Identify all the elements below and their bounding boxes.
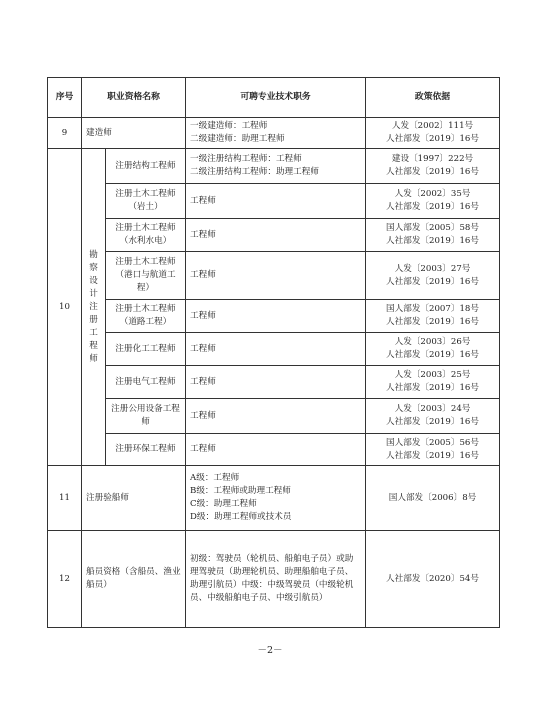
title-cell — [186, 466, 366, 531]
title-cell: 工程师 — [186, 184, 366, 219]
title-line: C级：助理工程师 — [190, 499, 257, 509]
policy-line: 人社部发〔2019〕16号 — [386, 317, 479, 327]
header-name: 职业资格名称 — [82, 78, 186, 118]
sub-qualification-name: 注册化工工程师 — [106, 333, 186, 366]
table-row-10-7 — [48, 366, 500, 399]
qualification-name: 注册验船师 — [82, 466, 186, 531]
policy-line: 人发〔2003〕24号 — [394, 404, 471, 414]
table-header-row — [48, 78, 500, 118]
table-row-11 — [48, 466, 500, 531]
policy-line: 人发〔2003〕26号 — [394, 337, 471, 347]
table-row-12 — [48, 531, 500, 628]
sub-qualification-name: 注册土木工程师（道路工程） — [106, 300, 186, 333]
table-row-10-4 — [48, 252, 500, 300]
table-row-10-1 — [48, 149, 500, 184]
policy-line: 人社部发〔2019〕16号 — [386, 202, 479, 212]
policy-cell: 人社部发〔2020〕54号 — [366, 531, 500, 628]
policy-line: 人社部发〔2019〕16号 — [386, 450, 479, 461]
table-row-10-2 — [48, 184, 500, 219]
row-number: 10 — [48, 149, 82, 466]
sub-qualification-name: 注册土木工程师（岩土） — [106, 184, 186, 219]
policy-line: 人发〔2003〕25号 — [394, 370, 471, 380]
sub-qualification-name: 注册土木工程师（港口与航道工程） — [106, 252, 186, 300]
title-cell: 工程师 — [186, 219, 366, 252]
sub-qualification-name: 注册结构工程师 — [106, 149, 186, 184]
table-row-10-6 — [48, 333, 500, 366]
qualification-name: 船员资格（含船员、渔业船员） — [82, 531, 186, 628]
title-cell — [186, 149, 366, 184]
policy-line: 人社部发〔2019〕16号 — [386, 383, 479, 393]
title-line: 二级建造师：助理工程师 — [190, 134, 285, 144]
row-number: 11 — [48, 466, 82, 531]
title-line: 二级注册结构工程师：助理工程师 — [190, 167, 319, 177]
title-line: A级：工程师 — [190, 473, 240, 483]
policy-cell — [366, 184, 500, 219]
table-row-10-8 — [48, 399, 500, 434]
policy-cell — [366, 366, 500, 399]
title-line: D级：助理工程师或技术员 — [190, 512, 292, 522]
title-cell: 工程师 — [186, 399, 366, 434]
policy-line: 人发〔2003〕27号 — [394, 263, 471, 274]
row-number: 12 — [48, 531, 82, 628]
table-row-10-9 — [48, 434, 500, 466]
header-title: 可聘专业技术职务 — [186, 78, 366, 118]
title-cell: 工程师 — [186, 366, 366, 399]
policy-line: 人发〔2002〕111号 — [391, 121, 474, 131]
title-cell — [186, 118, 366, 149]
table-row-10-5 — [48, 300, 500, 333]
title-cell: 初级：驾驶员（轮机员、船舶电子员）或助理驾驶员（助理轮机员、助理船舶电子员、助理引航员）中级：中级驾驶员（中级轮机员、中级船舶电子员、中级引航员） — [186, 531, 366, 628]
qualification-name: 建造师 — [82, 118, 186, 149]
policy-cell: 国人部发〔2006〕8号 — [366, 466, 500, 531]
row-number: 9 — [48, 118, 82, 149]
title-cell: 工程师 — [186, 434, 366, 466]
title-cell: 工程师 — [186, 333, 366, 366]
category-name: 勘察设计注册工程师 — [82, 149, 106, 466]
policy-cell — [366, 118, 500, 149]
policy-line: 人社部发〔2019〕16号 — [386, 167, 479, 177]
policy-line: 人社部发〔2019〕16号 — [386, 350, 479, 360]
page-number: －2－ — [257, 645, 283, 656]
policy-cell — [366, 149, 500, 184]
policy-line: 人社部发〔2019〕16号 — [386, 417, 479, 427]
qualification-table — [47, 77, 500, 628]
title-cell: 工程师 — [186, 300, 366, 333]
policy-line: 人发〔2002〕35号 — [394, 189, 471, 199]
policy-line: 建设〔1997〕222号 — [391, 154, 474, 164]
policy-line: 国人部发〔2007〕18号 — [386, 304, 479, 314]
title-line: 一级建造师：工程师 — [190, 121, 268, 131]
policy-line: 国人部发〔2005〕56号 — [386, 437, 479, 448]
sub-qualification-name: 注册环保工程师 — [106, 434, 186, 466]
policy-line: 国人部发〔2005〕58号 — [386, 223, 479, 233]
table-row-9 — [48, 118, 500, 149]
policy-line: 人社部发〔2019〕16号 — [386, 276, 479, 287]
policy-cell — [366, 399, 500, 434]
policy-cell — [366, 434, 500, 466]
table-row-10-3 — [48, 219, 500, 252]
policy-cell — [366, 300, 500, 333]
policy-cell — [366, 252, 500, 300]
policy-cell — [366, 333, 500, 366]
policy-line: 人社部发〔2019〕16号 — [386, 236, 479, 246]
title-cell: 工程师 — [186, 252, 366, 300]
sub-qualification-name: 注册土木工程师（水利水电） — [106, 219, 186, 252]
policy-line: 人社部发〔2019〕16号 — [386, 134, 479, 144]
title-line: 一级注册结构工程师：工程师 — [190, 154, 302, 164]
title-line: B级：工程师或助理工程师 — [190, 486, 291, 496]
header-policy: 政策依据 — [366, 78, 500, 118]
sub-qualification-name: 注册电气工程师 — [106, 366, 186, 399]
sub-qualification-name: 注册公用设备工程师 — [106, 399, 186, 434]
policy-cell — [366, 219, 500, 252]
header-no: 序号 — [48, 78, 82, 118]
